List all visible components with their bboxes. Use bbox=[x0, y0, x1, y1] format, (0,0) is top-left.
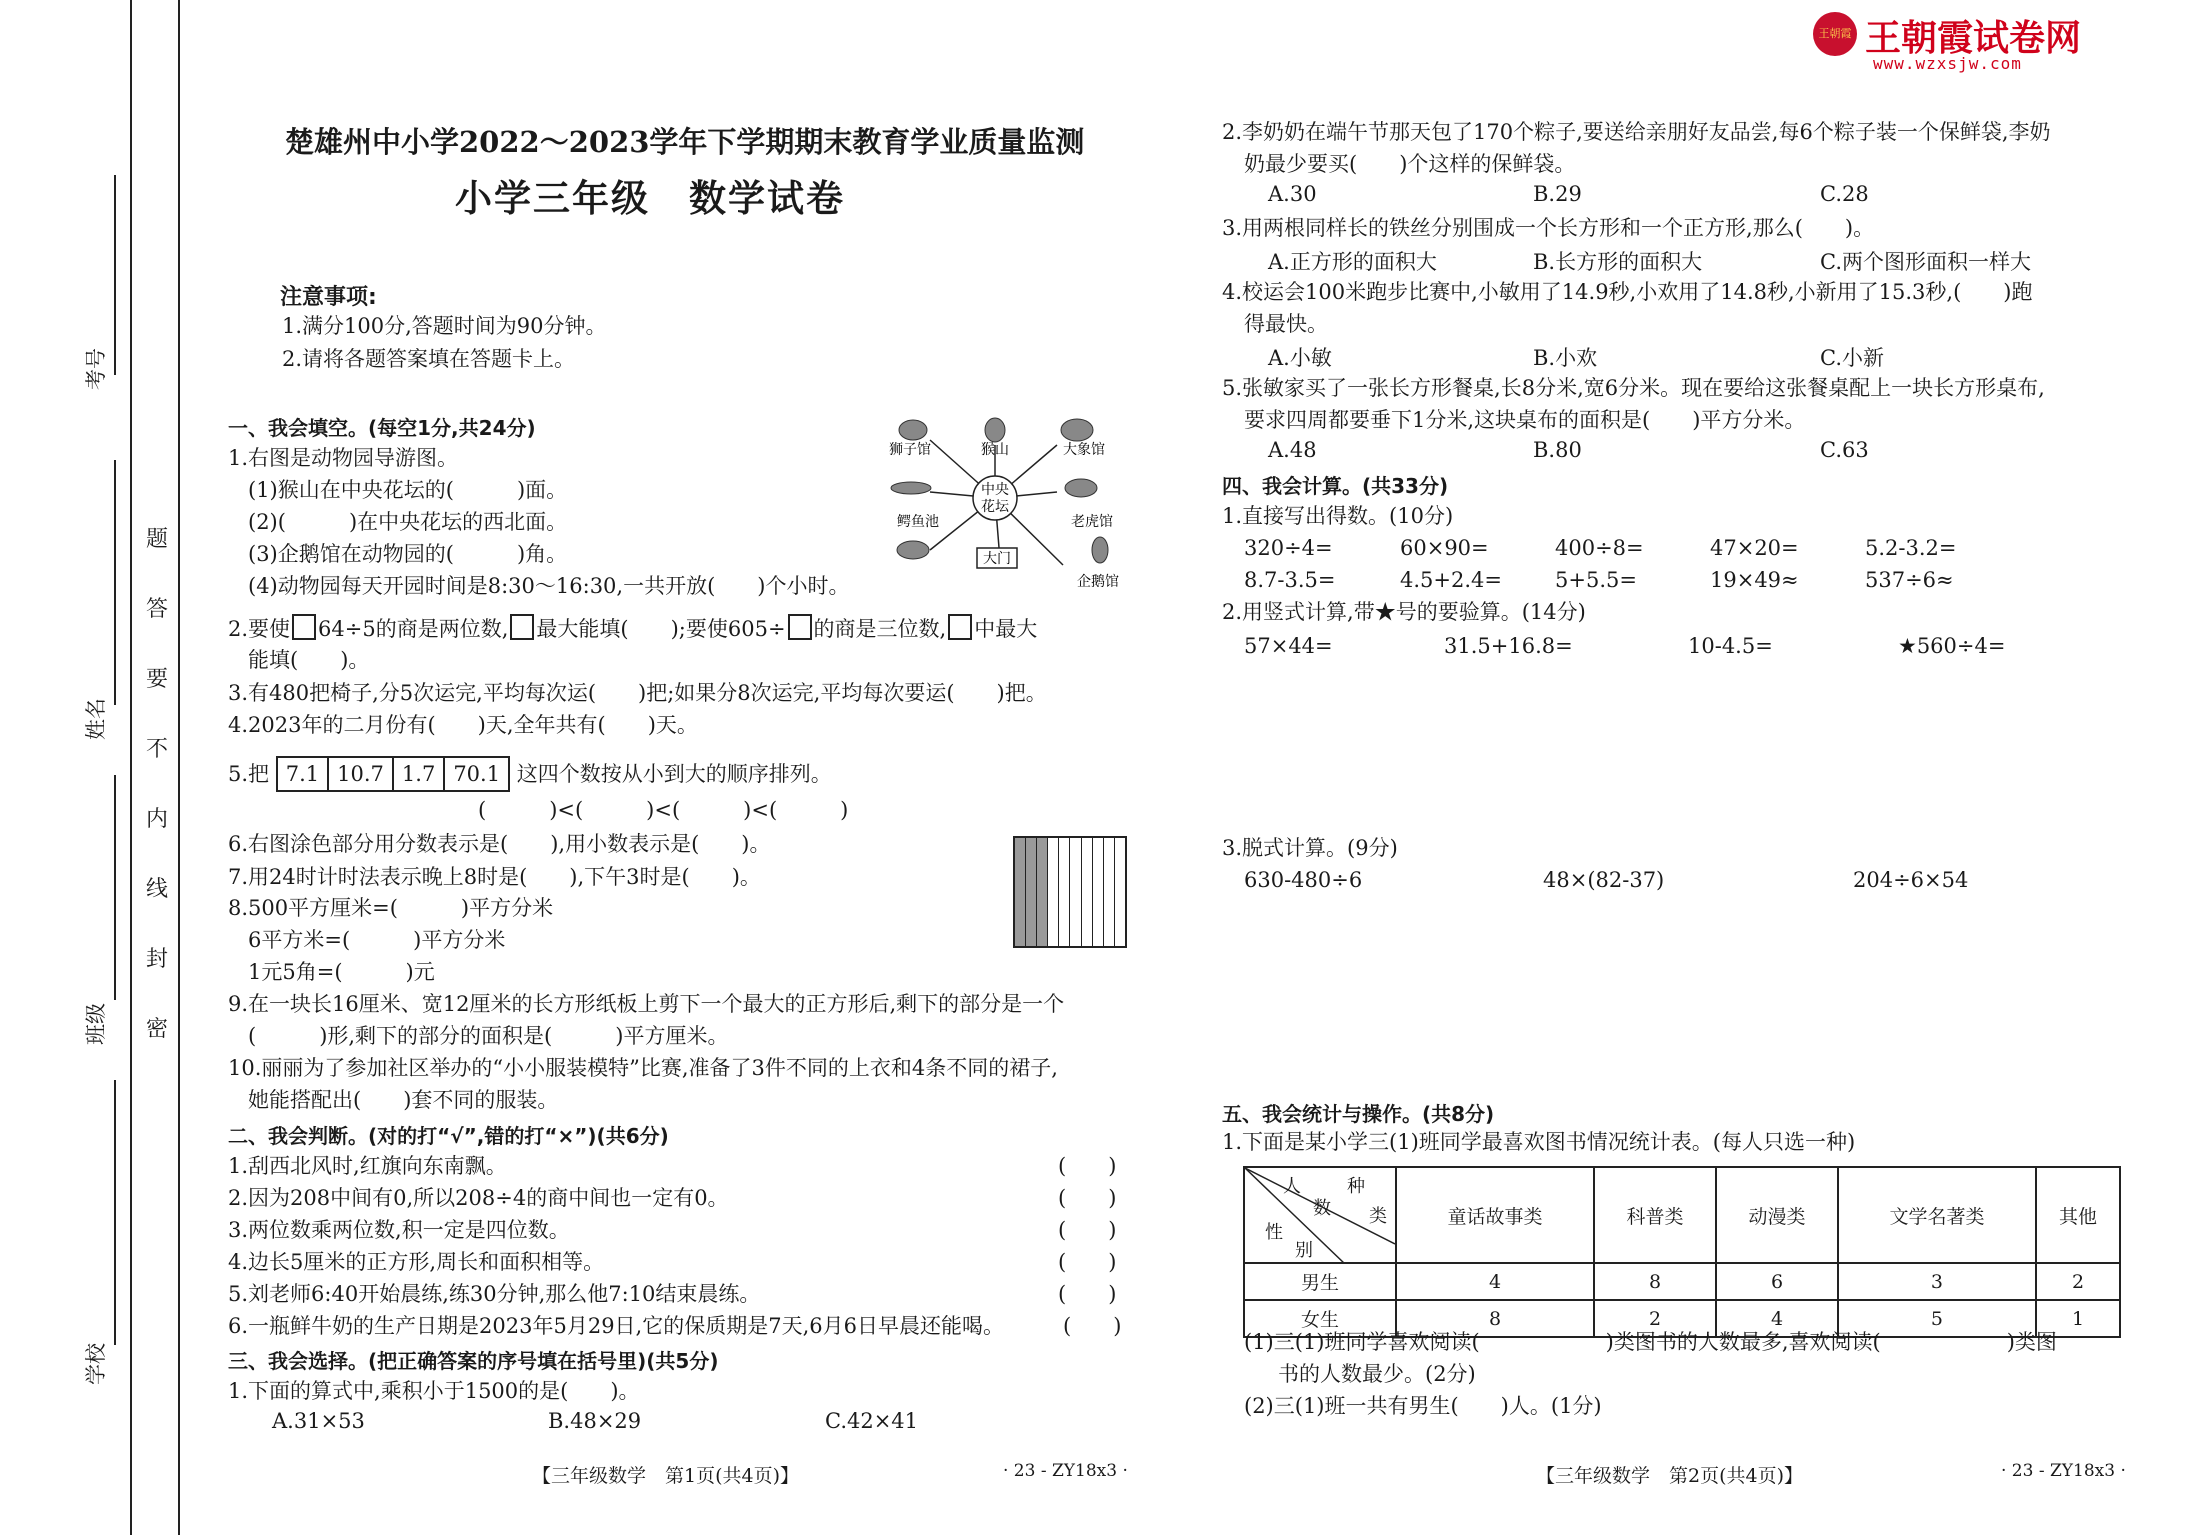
oral-item: 4.5+2.4= bbox=[1400, 568, 1502, 592]
table-header: 动漫类 bbox=[1716, 1167, 1838, 1263]
option: A.正方形的面积大 bbox=[1268, 250, 1437, 274]
seal-char: 要 bbox=[146, 667, 169, 692]
margin-line-inner bbox=[178, 0, 180, 1535]
map-center-label: 中央 bbox=[981, 482, 1009, 498]
option: B.48×29 bbox=[548, 1409, 642, 1433]
table-header: 童话故事类 bbox=[1396, 1167, 1594, 1263]
option: C.63 bbox=[1820, 438, 1869, 462]
s3-q2-2: 奶最少要买( )个这样的保鲜袋。 bbox=[1244, 152, 1576, 176]
s1-q2-line2: 能填( )。 bbox=[248, 648, 370, 672]
table-cell: 8 bbox=[1396, 1300, 1594, 1337]
vertical-calc-item: ★560÷4= bbox=[1898, 634, 2006, 658]
logo-brand: 王朝霞试卷网 bbox=[1865, 18, 2082, 59]
option: B.长方形的面积大 bbox=[1533, 250, 1703, 274]
table-cell: 4 bbox=[1396, 1263, 1594, 1300]
judge-paren[interactable]: ( ) bbox=[1058, 1282, 1117, 1306]
seal-char: 题 bbox=[146, 527, 169, 552]
oral-item: 320÷4= bbox=[1244, 536, 1333, 560]
lion-icon bbox=[899, 420, 927, 440]
fraction-figure bbox=[1013, 836, 1127, 948]
field-banji: 班级 bbox=[84, 1003, 108, 1045]
crocodile-icon bbox=[891, 482, 931, 494]
strip bbox=[1093, 838, 1104, 946]
logo-url: www.wzxsjw.com bbox=[1873, 54, 2022, 73]
number-card: 10.7 bbox=[328, 757, 393, 791]
s1-q1-2: (2)( )在中央花坛的西北面。 bbox=[248, 510, 568, 534]
s5-q1-1b: 书的人数最少。(2分) bbox=[1278, 1362, 1476, 1386]
seal-char: 内 bbox=[146, 807, 169, 832]
stepwise-item: 48×(82-37) bbox=[1543, 868, 1665, 892]
penguin-icon bbox=[1092, 537, 1108, 563]
judge-paren[interactable]: ( ) bbox=[1058, 1154, 1117, 1178]
strip bbox=[1082, 838, 1093, 946]
number-card: 7.1 bbox=[277, 757, 328, 791]
option: A.30 bbox=[1268, 182, 1317, 206]
seal-char: 线 bbox=[146, 877, 169, 902]
s1-q3: 3.有480把椅子,分5次运完,平均每次运( )把;如果分8次运完,平均每次要运( )把。 bbox=[228, 681, 1047, 705]
table-row bbox=[1244, 1263, 2120, 1300]
section4-heading: 四、我会计算。(共33分) bbox=[1222, 474, 1449, 498]
table-cell: 4 bbox=[1716, 1300, 1838, 1337]
oral-item: 5+5.5= bbox=[1555, 568, 1637, 592]
field-kaohao-line bbox=[114, 175, 116, 375]
s1-q1-4: (4)动物园每天开园时间是8:30～16:30,一共开放( )个小时。 bbox=[248, 574, 850, 598]
logo-badge-icon: 王朝霞 bbox=[1813, 12, 1857, 56]
table-corner-cell bbox=[1244, 1167, 1396, 1263]
s5-q1-1a: (1)三(1)班同学喜欢阅读( )类图书的人数最多,喜欢阅读( )类图 bbox=[1244, 1330, 2057, 1354]
footer-right: 【三年级数学 第2页(共4页)】 bbox=[1536, 1465, 1804, 1487]
seal-char: 密 bbox=[146, 1017, 169, 1042]
stepwise-item: 630-480÷6 bbox=[1244, 868, 1363, 892]
stepwise-item: 204÷6×54 bbox=[1853, 868, 1969, 892]
shaded-strip bbox=[1026, 838, 1037, 946]
oral-item: 537÷6≈ bbox=[1865, 568, 1954, 592]
s1-q1-3: (3)企鹅馆在动物园的( )角。 bbox=[248, 542, 568, 566]
option: C.42×41 bbox=[825, 1409, 919, 1433]
strip bbox=[1115, 838, 1125, 946]
exam-title-line1: 楚雄州中小学2022～2023学年下学期期末教育学业质量监测 bbox=[285, 125, 1085, 159]
option: B.80 bbox=[1533, 438, 1582, 462]
zoo-map bbox=[885, 410, 1135, 595]
option: A.小敏 bbox=[1268, 346, 1332, 370]
s1-q8-2: 6平方米=( )平方分米 bbox=[248, 928, 506, 952]
vertical-calc-item: 10-4.5= bbox=[1688, 634, 1773, 658]
section2-heading: 二、我会判断。(对的打“√”,错的打“×”)(共6分) bbox=[228, 1124, 669, 1148]
field-xuexiao-line bbox=[114, 1080, 116, 1345]
bear-icon bbox=[897, 541, 929, 559]
corner-label: 人 bbox=[1283, 1176, 1301, 1197]
map-elephant-label: 大象馆 bbox=[1063, 442, 1105, 458]
map-center-label: 花坛 bbox=[981, 499, 1009, 515]
corner-label: 类 bbox=[1369, 1206, 1387, 1227]
s1-q8-3: 1元5角=( )元 bbox=[248, 960, 435, 984]
judge-paren[interactable]: ( ) bbox=[1058, 1250, 1117, 1274]
map-penguin-label: 企鹅馆 bbox=[1077, 574, 1119, 590]
shaded-strip bbox=[1015, 838, 1026, 946]
map-monkey-label: 猴山 bbox=[981, 442, 1009, 458]
table-cell: 6 bbox=[1716, 1263, 1838, 1300]
exam-title-line2: 小学三年级 数学试卷 bbox=[455, 176, 845, 220]
s5-q1: 1.下面是某小学三(1)班同学最喜欢图书情况统计表。(每人只选一种) bbox=[1222, 1130, 1856, 1154]
oral-item: 19×49≈ bbox=[1710, 568, 1799, 592]
table-cell: 1 bbox=[2036, 1300, 2120, 1337]
s1-q5-blanks: ( )<( )<( )<( ) bbox=[478, 798, 849, 822]
judge-paren[interactable]: ( ) bbox=[1063, 1314, 1122, 1338]
table-cell: 5 bbox=[1838, 1300, 2036, 1337]
s3-q5-2: 要求四周都要垂下1分米,这块桌布的面积是( )平方分米。 bbox=[1244, 408, 1806, 432]
s4-q3: 3.脱式计算。(9分) bbox=[1222, 836, 1398, 860]
option: C.两个图形面积一样大 bbox=[1820, 250, 2031, 274]
judge-item: 4.边长5厘米的正方形,周长和面积相等。 bbox=[228, 1250, 605, 1274]
notice-item: 1.满分100分,答题时间为90分钟。 bbox=[282, 314, 607, 338]
s1-q10-1: 10.丽丽为了参加社区举办的“小小服装模特”比赛,准备了3件不同的上衣和4条不同的裙子, bbox=[228, 1056, 1058, 1080]
s1-q10-2: 她能搭配出( )套不同的服装。 bbox=[248, 1088, 559, 1112]
s1-q6: 6.右图涂色部分用分数表示是( ),用小数表示是( )。 bbox=[228, 832, 771, 856]
table-header: 科普类 bbox=[1594, 1167, 1716, 1263]
s1-q5: 5.把 7.1 10.7 1.7 70.1 这四个数按从小到大的顺序排列。 bbox=[228, 756, 832, 792]
table-cell: 2 bbox=[1594, 1300, 1716, 1337]
s4-q2: 2.用竖式计算,带★号的要验算。(14分) bbox=[1222, 600, 1586, 624]
strip bbox=[1059, 838, 1070, 946]
monkey-icon bbox=[985, 418, 1005, 442]
oral-item: 400÷8= bbox=[1555, 536, 1644, 560]
field-xingming-line bbox=[114, 460, 116, 705]
corner-label: 种 bbox=[1347, 1176, 1365, 1197]
section3-heading: 三、我会选择。(把正确答案的序号填在括号里)(共5分) bbox=[228, 1349, 719, 1373]
shaded-strip bbox=[1037, 838, 1048, 946]
strip bbox=[1104, 838, 1115, 946]
margin-line-outer bbox=[130, 0, 132, 1535]
section5-heading: 五、我会统计与操作。(共8分) bbox=[1222, 1102, 1495, 1126]
option: C.28 bbox=[1820, 182, 1869, 206]
judge-item: 1.刮西北风时,红旗向东南飘。 bbox=[228, 1154, 507, 1178]
number-cards bbox=[276, 756, 510, 792]
map-croc-label: 鳄鱼池 bbox=[897, 514, 939, 530]
field-xuexiao: 学校 bbox=[84, 1343, 108, 1385]
corner-label: 性 bbox=[1265, 1222, 1283, 1243]
oral-item: 47×20= bbox=[1710, 536, 1799, 560]
s1-q1-1: (1)猴山在中央花坛的( )面。 bbox=[248, 478, 568, 502]
judge-paren[interactable]: ( ) bbox=[1058, 1218, 1117, 1242]
option: B.小欢 bbox=[1533, 346, 1598, 370]
table-cell: 2 bbox=[2036, 1263, 2120, 1300]
seal-char: 答 bbox=[146, 597, 169, 622]
vertical-calc-item: 31.5+16.8= bbox=[1444, 634, 1573, 658]
elephant-icon bbox=[1061, 419, 1093, 441]
table-header: 文学名著类 bbox=[1838, 1167, 2036, 1263]
s1-q1: 1.右图是动物园导游图。 bbox=[228, 446, 459, 470]
map-tiger-label: 老虎馆 bbox=[1071, 514, 1113, 530]
field-xingming: 姓名 bbox=[84, 698, 108, 740]
s3-q2-1: 2.李奶奶在端午节那天包了170个粽子,要送给亲朋好友品尝,每6个粽子装一个保鲜袋,李奶 bbox=[1222, 120, 2051, 144]
s3-q4-2: 得最快。 bbox=[1244, 312, 1328, 336]
footer-left-code: · 23 - ZY18x3 · bbox=[1003, 1461, 1128, 1481]
field-banji-line bbox=[114, 775, 116, 1000]
row-label: 男生 bbox=[1244, 1263, 1396, 1300]
judge-item: 6.一瓶鲜牛奶的生产日期是2023年5月29日,它的保质期是7天,6月6日早晨还能喝。 bbox=[228, 1314, 1004, 1338]
strip bbox=[1048, 838, 1059, 946]
judge-paren[interactable]: ( ) bbox=[1058, 1186, 1117, 1210]
strip bbox=[1070, 838, 1081, 946]
oral-item: 5.2-3.2= bbox=[1865, 536, 1957, 560]
blank-square[interactable] bbox=[948, 614, 972, 640]
s3-q1: 1.下面的算式中,乘积小于1500的是( )。 bbox=[228, 1379, 640, 1403]
map-gate-label: 大门 bbox=[983, 551, 1011, 567]
seal-char: 不 bbox=[146, 737, 169, 762]
table-cell: 8 bbox=[1594, 1263, 1716, 1300]
field-kaohao: 考号 bbox=[84, 348, 108, 390]
s1-q9-1: 9.在一块长16厘米、宽12厘米的长方形纸板上剪下一个最大的正方形后,剩下的部分是一个 bbox=[228, 992, 1065, 1016]
judge-item: 2.因为208中间有0,所以208÷4的商中间也一定有0。 bbox=[228, 1186, 729, 1210]
vertical-calc-item: 57×44= bbox=[1244, 634, 1333, 658]
seal-char: 封 bbox=[146, 947, 169, 972]
tiger-icon bbox=[1065, 479, 1097, 497]
oral-item: 8.7-3.5= bbox=[1244, 568, 1336, 592]
stats-table bbox=[1243, 1166, 2121, 1338]
s1-q2: 2.要使 64÷5的商是两位数, 最大能填( );要使605÷ 的商是三位数, 中最大 bbox=[228, 614, 1037, 643]
table-cell: 3 bbox=[1838, 1263, 2036, 1300]
blank-square[interactable] bbox=[292, 614, 316, 640]
option: C.小新 bbox=[1820, 346, 1884, 370]
blank-square[interactable] bbox=[510, 614, 534, 640]
section1-heading: 一、我会填空。(每空1分,共24分) bbox=[228, 416, 536, 440]
s1-q7: 7.用24时计时法表示晚上8时是( ),下午3时是( )。 bbox=[228, 865, 761, 889]
s3-q5-1: 5.张敏家买了一张长方形餐桌,长8分米,宽6分米。现在要给这张餐桌配上一块长方形桌布, bbox=[1222, 376, 2045, 400]
s1-q4: 4.2023年的二月份有( )天,全年共有( )天。 bbox=[228, 713, 698, 737]
judge-item: 5.刘老师6:40开始晨练,练30分钟,那么他7:10结束晨练。 bbox=[228, 1282, 761, 1306]
judge-item: 3.两位数乘两位数,积一定是四位数。 bbox=[228, 1218, 570, 1242]
corner-label: 数 bbox=[1313, 1198, 1331, 1219]
s1-q9-2: ( )形,剩下的部分的面积是( )平方厘米。 bbox=[248, 1024, 729, 1048]
map-lion-label: 狮子馆 bbox=[889, 442, 931, 458]
notice-heading: 注意事项: bbox=[280, 285, 377, 310]
s3-q3: 3.用两根同样长的铁丝分别围成一个长方形和一个正方形,那么( )。 bbox=[1222, 216, 1875, 240]
notice-item: 2.请将各题答案填在答题卡上。 bbox=[282, 347, 576, 371]
option: B.29 bbox=[1533, 182, 1582, 206]
s3-q4-1: 4.校运会100米跑步比赛中,小敏用了14.9秒,小欢用了14.8秒,小新用了15.3秒,( )跑 bbox=[1222, 280, 2033, 304]
blank-square[interactable] bbox=[788, 614, 812, 640]
s1-q8-1: 8.500平方厘米=( )平方分米 bbox=[228, 896, 554, 920]
corner-label: 别 bbox=[1295, 1240, 1313, 1261]
table-header: 其他 bbox=[2036, 1167, 2120, 1263]
s4-q1: 1.直接写出得数。(10分) bbox=[1222, 504, 1454, 528]
number-card: 70.1 bbox=[444, 757, 509, 791]
footer-left: 【三年级数学 第1页(共4页)】 bbox=[532, 1465, 800, 1487]
number-card: 1.7 bbox=[393, 757, 444, 791]
s5-q1-2: (2)三(1)班一共有男生( )人。(1分) bbox=[1244, 1394, 1602, 1418]
row-label: 女生 bbox=[1244, 1300, 1396, 1337]
option: A.48 bbox=[1268, 438, 1317, 462]
footer-right-code: · 23 - ZY18x3 · bbox=[2001, 1461, 2126, 1481]
option: A.31×53 bbox=[272, 1409, 365, 1433]
oral-item: 60×90= bbox=[1400, 536, 1489, 560]
